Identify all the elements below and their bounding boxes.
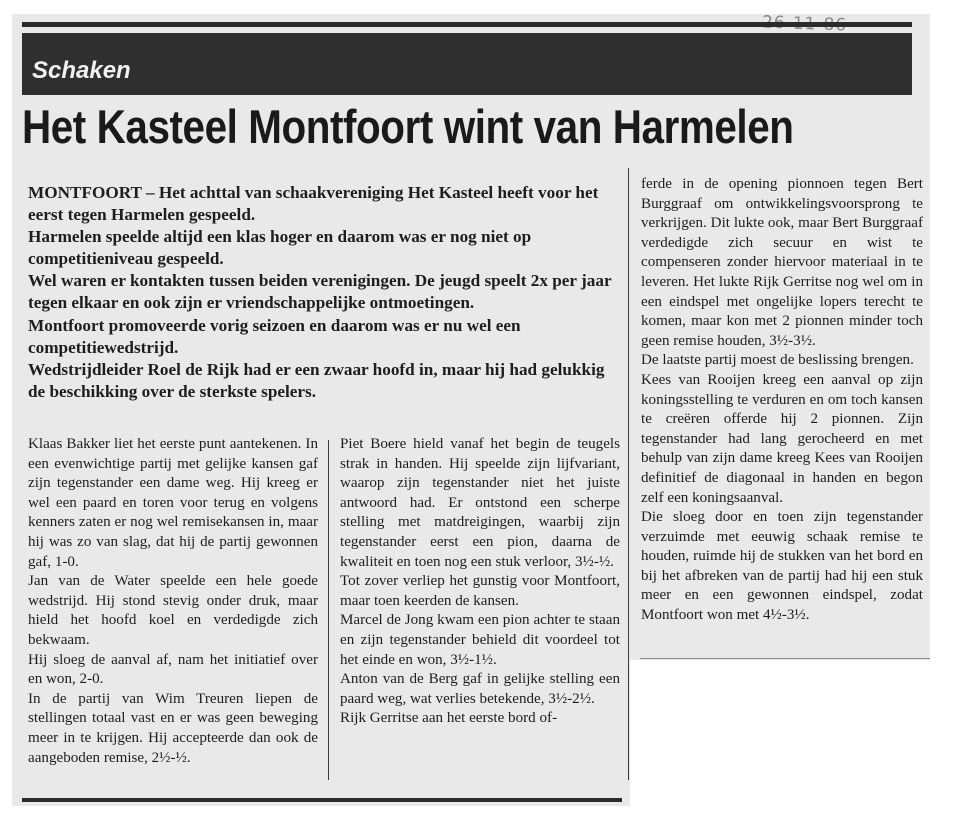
column-divider <box>328 440 329 780</box>
article-column-3 <box>641 175 923 626</box>
paragraph: De laatste partij moest de beslissing brengen. <box>641 352 914 369</box>
paragraph: ferde in de opening pionnoen tegen Bert Burggraaf om ontwikkelingsvoorsprong te verkrijgen. Dit lukte ook, maar Bert Burggraaf verdedigde zich secuur en wist te compenseren zonder hiervoor materiaal in te leveren. Het lukte Rijk Gerritse nog wel om in een eindspel met ongelijke lopers terecht te komen, maar kon met 2 pionnen minder toch geen remise houden, 3½-3½. <box>641 176 923 349</box>
bottom-rule <box>22 798 622 802</box>
paragraph: Tot zover verliep het gunstig voor Montfoort, maar toen keerden de kansen. <box>340 573 620 609</box>
paragraph: Jan van de Water speelde een hele goede wedstrijd. Hij stond stevig onder druk, maar hield het hoofd koel en verdedigde zich bekwaam. <box>28 573 318 648</box>
lead-line: MONTFOORT – Het achttal van schaakvereniging Het Kasteel heeft voor het eerst tegen Harmelen gespeeld. <box>28 183 599 225</box>
paragraph: Kees van Rooijen kreeg een aanval op zijn koningsstelling te verduren en om toch kansen te creëren offerde hij 2 pionnen. Zijn tegenstander had lang gerocheerd en met behulp van zijn dame kreeg Kees van Rooijen definitief de diagonaal in handen en begon zelf een koningsaanval. <box>641 371 923 506</box>
article-column-1 <box>28 435 318 768</box>
lead-line: Montfoort promoveerde vorig seizoen en daarom was er nu wel een competitiewedstrijd. <box>28 315 521 357</box>
top-rule <box>22 22 912 27</box>
clipping-edge <box>640 658 930 659</box>
column-divider <box>628 168 629 780</box>
lead-line: Wedstrijdleider Roel de Rijk had er een zwaar hoofd in, maar hij had gelukkig de beschikking over de sterkste spelers. <box>28 359 605 401</box>
clipping-cutout <box>630 660 930 806</box>
paragraph: Hij sloeg de aanval af, nam het initiatief over en won, 2-0. <box>28 651 318 688</box>
article-column-2 <box>340 435 620 729</box>
paragraph: Die sloeg door en toen zijn tegenstander verzuimde met eeuwig schaak remise te houden, ruimde hij de stukken van het bord en bij het afbreken van de partij had hij een stuk meer en een gewonnen eindspel, zodat Montfoort won met 4½-3½. <box>641 509 923 624</box>
section-band <box>22 33 912 95</box>
paragraph: In de partij van Wim Treuren liepen de stellingen totaal vast en er was geen beweging meer in te krijgen. Hij accepteerde dan ook de aangeboden remise, 2½-½. <box>28 690 318 766</box>
paragraph: Marcel de Jong kwam een pion achter te staan en zijn tegenstander behield dit voordeel tot het einde en won, 3½-1½. <box>340 612 620 668</box>
paragraph: Piet Boere hield vanaf het begin de teugels strak in handen. Hij speelde zijn lijfvariant, waarop zijn tegenstander niet het juiste antwoord had. Er ontstond een scherpe stelling met matdreigingen, waarbij zijn tegenstander eerst een pion, daarna de kwaliteit en toen nog een stuk verloor, 3½-½. <box>340 436 620 570</box>
headline: Het Kasteel Montfoort wint van Harmelen <box>22 100 794 153</box>
lead-paragraph <box>28 182 622 403</box>
section-label: Schaken <box>32 57 131 84</box>
paragraph: Klaas Bakker liet het eerste punt aantekenen. In een evenwichtige partij met gelijke kansen gaf zijn tegenstander een dame weg. Hij kreeg er wel een paard en toren voor terug en volgens kenners zaten er nog wel remisekansen in, maar hij was zo van slag, dat hij de partij gewonnen gaf, 1-0. <box>28 436 318 570</box>
lead-line: Harmelen speelde altijd een klas hoger en daarom was er nog niet op competitieniveau gespeeld. <box>28 227 532 269</box>
paragraph: Anton van de Berg gaf in gelijke stelling een paard weg, wat verlies betekende, 3½-2½. <box>340 671 620 707</box>
paragraph: Rijk Gerritse aan het eerste bord of- <box>340 710 558 727</box>
lead-line: Wel waren er kontakten tussen beiden verenigingen. De jeugd speelt 2x per jaar tegen elkaar en ook zijn er vriendschappelijke ontmoetingen. <box>28 271 612 313</box>
